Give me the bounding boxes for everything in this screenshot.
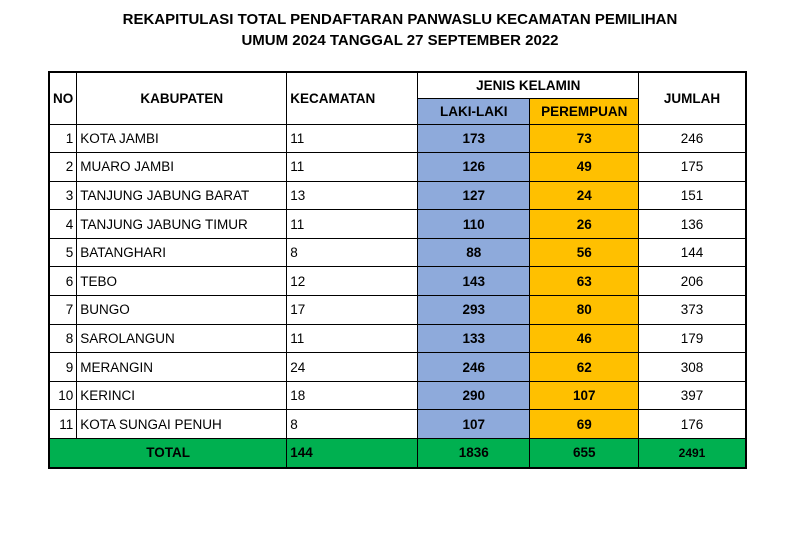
cell-kabupaten: MERANGIN bbox=[77, 353, 287, 382]
total-kecamatan: 144 bbox=[287, 439, 418, 468]
cell-kabupaten: BATANGHARI bbox=[77, 238, 287, 267]
cell-kecamatan: 8 bbox=[287, 238, 418, 267]
table-body bbox=[49, 124, 746, 439]
cell-kabupaten: TANJUNG JABUNG TIMUR bbox=[77, 210, 287, 239]
cell-perempuan: 80 bbox=[530, 296, 639, 325]
table-row bbox=[49, 267, 746, 296]
cell-no: 8 bbox=[49, 324, 77, 353]
header-jumlah: JUMLAH bbox=[639, 72, 746, 124]
table-row bbox=[49, 181, 746, 210]
cell-laki-laki: 127 bbox=[418, 181, 530, 210]
cell-kecamatan: 11 bbox=[287, 324, 418, 353]
cell-jumlah: 246 bbox=[639, 124, 746, 153]
header-jenis-kelamin: JENIS KELAMIN bbox=[418, 72, 639, 98]
cell-laki-laki: 133 bbox=[418, 324, 530, 353]
cell-jumlah: 397 bbox=[639, 381, 746, 410]
cell-kecamatan: 12 bbox=[287, 267, 418, 296]
cell-kabupaten: TANJUNG JABUNG BARAT bbox=[77, 181, 287, 210]
cell-laki-laki: 107 bbox=[418, 410, 530, 439]
cell-jumlah: 151 bbox=[639, 181, 746, 210]
cell-perempuan: 49 bbox=[530, 153, 639, 182]
cell-laki-laki: 173 bbox=[418, 124, 530, 153]
cell-no: 11 bbox=[49, 410, 77, 439]
total-jumlah: 2491 bbox=[639, 439, 746, 468]
table-row bbox=[49, 124, 746, 153]
cell-laki-laki: 143 bbox=[418, 267, 530, 296]
cell-perempuan: 73 bbox=[530, 124, 639, 153]
header-row-1 bbox=[49, 72, 746, 98]
cell-laki-laki: 126 bbox=[418, 153, 530, 182]
cell-kecamatan: 11 bbox=[287, 124, 418, 153]
cell-perempuan: 69 bbox=[530, 410, 639, 439]
cell-laki-laki: 88 bbox=[418, 238, 530, 267]
cell-laki-laki: 246 bbox=[418, 353, 530, 382]
header-perempuan: PEREMPUAN bbox=[530, 98, 639, 124]
document-title bbox=[0, 9, 800, 51]
recap-table bbox=[48, 71, 747, 469]
table-row bbox=[49, 410, 746, 439]
table-row bbox=[49, 324, 746, 353]
cell-perempuan: 24 bbox=[530, 181, 639, 210]
header-laki-laki: LAKI-LAKI bbox=[418, 98, 530, 124]
table-row bbox=[49, 210, 746, 239]
cell-kabupaten: KOTA SUNGAI PENUH bbox=[77, 410, 287, 439]
cell-no: 2 bbox=[49, 153, 77, 182]
header-no: NO bbox=[49, 72, 77, 124]
cell-kabupaten: KOTA JAMBI bbox=[77, 124, 287, 153]
cell-no: 6 bbox=[49, 267, 77, 296]
cell-kabupaten: BUNGO bbox=[77, 296, 287, 325]
total-label: TOTAL bbox=[49, 439, 287, 468]
table-row bbox=[49, 296, 746, 325]
cell-perempuan: 46 bbox=[530, 324, 639, 353]
cell-kecamatan: 18 bbox=[287, 381, 418, 410]
cell-no: 5 bbox=[49, 238, 77, 267]
cell-kecamatan: 8 bbox=[287, 410, 418, 439]
cell-perempuan: 26 bbox=[530, 210, 639, 239]
cell-no: 9 bbox=[49, 353, 77, 382]
cell-kecamatan: 13 bbox=[287, 181, 418, 210]
cell-jumlah: 144 bbox=[639, 238, 746, 267]
cell-kabupaten: MUARO JAMBI bbox=[77, 153, 287, 182]
cell-kecamatan: 11 bbox=[287, 210, 418, 239]
cell-jumlah: 175 bbox=[639, 153, 746, 182]
table-row bbox=[49, 153, 746, 182]
cell-laki-laki: 290 bbox=[418, 381, 530, 410]
cell-perempuan: 63 bbox=[530, 267, 639, 296]
cell-kecamatan: 24 bbox=[287, 353, 418, 382]
total-row bbox=[49, 439, 746, 468]
header-kecamatan: KECAMATAN bbox=[287, 72, 418, 124]
cell-kabupaten: TEBO bbox=[77, 267, 287, 296]
cell-laki-laki: 293 bbox=[418, 296, 530, 325]
cell-no: 1 bbox=[49, 124, 77, 153]
cell-no: 4 bbox=[49, 210, 77, 239]
table-row bbox=[49, 353, 746, 382]
cell-perempuan: 107 bbox=[530, 381, 639, 410]
cell-jumlah: 308 bbox=[639, 353, 746, 382]
cell-jumlah: 373 bbox=[639, 296, 746, 325]
cell-perempuan: 56 bbox=[530, 238, 639, 267]
cell-kecamatan: 11 bbox=[287, 153, 418, 182]
header-kabupaten: KABUPATEN bbox=[77, 72, 287, 124]
table-row bbox=[49, 381, 746, 410]
total-perempuan: 655 bbox=[530, 439, 639, 468]
cell-kabupaten: KERINCI bbox=[77, 381, 287, 410]
cell-kecamatan: 17 bbox=[287, 296, 418, 325]
cell-jumlah: 136 bbox=[639, 210, 746, 239]
cell-jumlah: 176 bbox=[639, 410, 746, 439]
cell-kabupaten: SAROLANGUN bbox=[77, 324, 287, 353]
title-line-1: REKAPITULASI TOTAL PENDAFTARAN PANWASLU KECAMATAN PEMILIHAN bbox=[122, 11, 678, 28]
cell-jumlah: 206 bbox=[639, 267, 746, 296]
table-row bbox=[49, 238, 746, 267]
title-line-2: UMUM 2024 TANGGAL 27 SEPTEMBER 2022 bbox=[241, 32, 559, 49]
cell-perempuan: 62 bbox=[530, 353, 639, 382]
cell-jumlah: 179 bbox=[639, 324, 746, 353]
cell-laki-laki: 110 bbox=[418, 210, 530, 239]
cell-no: 7 bbox=[49, 296, 77, 325]
cell-no: 3 bbox=[49, 181, 77, 210]
cell-no: 10 bbox=[49, 381, 77, 410]
total-laki-laki: 1836 bbox=[418, 439, 530, 468]
